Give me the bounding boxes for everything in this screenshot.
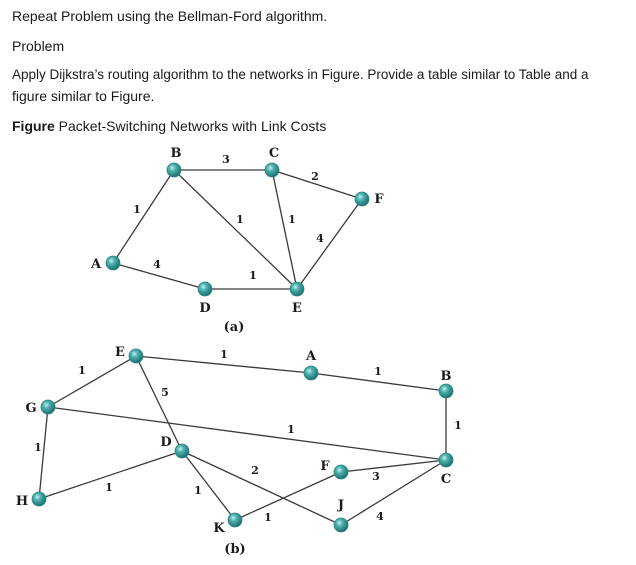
node-label-b-e: E xyxy=(115,345,125,360)
problem-instruction: Repeat Problem using the Bellman-Ford algorithm. xyxy=(12,8,328,24)
node-label-b-h: H xyxy=(15,494,29,509)
edge-a-f-e xyxy=(297,199,362,289)
problem-heading: Problem xyxy=(12,38,65,54)
node-label-b-f: F xyxy=(320,459,330,474)
edge-cost-b-e-d: 5 xyxy=(161,386,169,399)
edge-cost-b-g-c: 1 xyxy=(287,423,295,436)
graph-cost-labels xyxy=(34,153,462,524)
edge-cost-a-a-d: 4 xyxy=(153,258,161,271)
node-b-g xyxy=(41,400,55,414)
edge-cost-b-e-a: 1 xyxy=(220,348,228,361)
node-label-a-f: F xyxy=(374,192,384,207)
edge-cost-a-b-c: 3 xyxy=(222,153,230,166)
edge-cost-b-f-c: 3 xyxy=(372,470,380,483)
caption-a: (a) xyxy=(223,320,245,335)
edge-cost-b-b-c: 1 xyxy=(454,419,462,432)
node-a-b xyxy=(167,163,181,177)
node-a-e xyxy=(290,282,304,296)
node-a-c xyxy=(265,163,279,177)
edge-cost-a-d-e: 1 xyxy=(249,269,257,282)
node-a-a xyxy=(106,256,120,270)
edge-cost-a-b-e: 1 xyxy=(236,213,244,226)
edge-b-g-c xyxy=(48,407,446,460)
node-b-h xyxy=(32,492,46,506)
edge-cost-b-k-f: 1 xyxy=(264,511,272,524)
node-b-j xyxy=(334,518,348,532)
node-label-a-e: E xyxy=(292,301,302,316)
node-b-a xyxy=(304,366,318,380)
edge-cost-b-d-k: 1 xyxy=(194,484,202,497)
edge-cost-a-f-e: 4 xyxy=(316,232,324,245)
problem-text-line-1: Apply Dijkstra’s routing algorithm to the networks in Figure. Provide a table similar to Table and a xyxy=(12,67,589,82)
node-b-f xyxy=(334,465,348,479)
edge-cost-b-h-d: 1 xyxy=(105,481,113,494)
caption-b: (b) xyxy=(224,542,246,557)
node-a-f xyxy=(355,192,369,206)
node-label-b-d: D xyxy=(160,435,172,450)
edge-b-d-k xyxy=(182,451,235,520)
node-b-c xyxy=(439,453,453,467)
edge-a-b-e xyxy=(174,170,297,289)
edge-cost-b-j-c: 4 xyxy=(376,510,384,523)
node-label-a-d: D xyxy=(199,301,211,316)
edge-a-a-b xyxy=(113,170,174,263)
edge-b-e-d xyxy=(136,356,182,451)
problem-text-line-2: figure similar to Figure. xyxy=(12,88,155,104)
node-label-a-a: A xyxy=(90,257,102,272)
edge-cost-a-c-f: 2 xyxy=(311,170,319,183)
node-label-b-j: J xyxy=(337,498,345,513)
edge-cost-b-g-e: 1 xyxy=(78,364,86,377)
node-label-b-b: B xyxy=(440,369,452,384)
node-label-b-k: K xyxy=(213,521,225,536)
node-b-k xyxy=(228,513,242,527)
graph-node-labels xyxy=(16,146,452,536)
edge-cost-b-d-j: 2 xyxy=(251,464,259,477)
edge-b-k-f xyxy=(235,472,341,520)
figure-title: Packet-Switching Networks with Link Costs xyxy=(54,118,327,134)
edge-cost-b-g-h: 1 xyxy=(34,441,42,454)
node-b-e xyxy=(129,349,143,363)
edge-cost-a-c-e: 1 xyxy=(288,213,296,226)
node-label-b-a: A xyxy=(305,349,317,364)
edge-cost-a-a-b: 1 xyxy=(133,203,141,216)
edge-b-d-j xyxy=(182,451,341,525)
node-b-b xyxy=(439,384,453,398)
node-b-d xyxy=(175,444,189,458)
figure-label: Figure xyxy=(12,118,55,134)
node-a-d xyxy=(198,282,212,296)
node-label-a-b: B xyxy=(170,146,182,161)
edge-b-g-e xyxy=(48,356,136,407)
node-label-b-c: C xyxy=(440,472,452,487)
edge-a-c-e xyxy=(272,170,297,289)
node-label-a-c: C xyxy=(268,146,280,161)
node-label-b-g: G xyxy=(25,401,37,416)
edge-cost-b-a-b: 1 xyxy=(374,365,382,378)
